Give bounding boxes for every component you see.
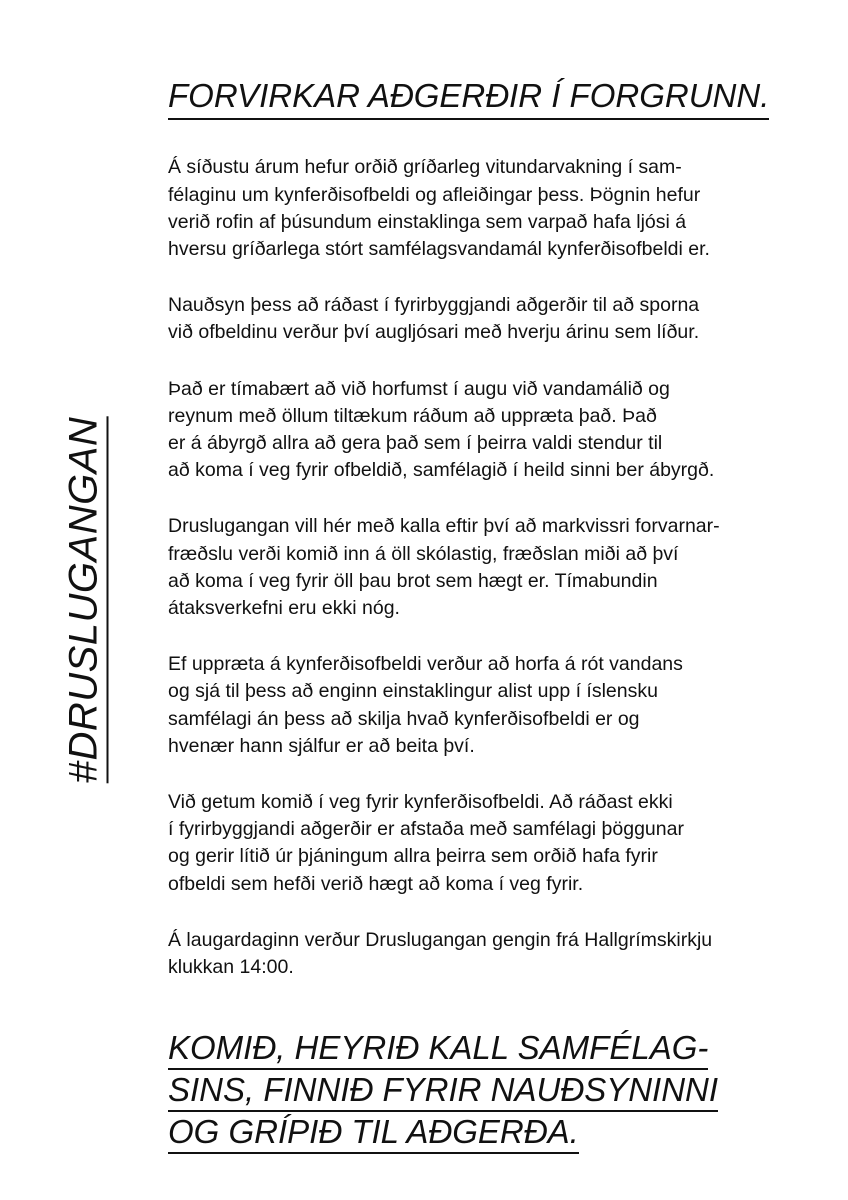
paragraph-line: hversu gríðarlega stórt samfélagsvandamál kynferðisofbeldi er. bbox=[168, 237, 710, 260]
paragraph-line: samfélagi án þess að skilja hvað kynferðisofbeldi er og bbox=[168, 707, 640, 730]
paragraph bbox=[168, 292, 788, 346]
paragraph-line: er á ábyrgð allra að gera það sem í þeirra valdi stendur til bbox=[168, 431, 663, 454]
paragraph-line: og sjá til þess að enginn einstaklingur alist upp í íslensku bbox=[168, 680, 658, 703]
paragraph-line: Ef uppræta á kynferðisofbeldi verður að horfa á rót vandans bbox=[168, 653, 683, 676]
paragraph-line: félaginu um kynferðisofbeldi og afleiðingar þess. Þögnin hefur bbox=[168, 183, 701, 206]
paragraph-line: Við getum komið í veg fyrir kynferðisofbeldi. Að ráðast ekki bbox=[168, 790, 673, 813]
paragraph bbox=[168, 513, 788, 622]
paragraph-line: fræðslu verði komið inn á öll skólastig, fræðslan miði að því bbox=[168, 542, 679, 565]
paragraph-line: í fyrirbyggjandi aðgerðir er afstaða með samfélagi þöggunar bbox=[168, 818, 684, 841]
paragraph-line: Druslugangan vill hér með kalla eftir því að markvissri forvarnar- bbox=[168, 515, 720, 538]
paragraph bbox=[168, 376, 788, 485]
paragraph-line: að koma í veg fyrir ofbeldið, samfélagið í heild sinni ber ábyrgð. bbox=[168, 459, 715, 482]
paragraph-line: Á laugardaginn verður Druslugangan gengin frá Hallgrímskirkju bbox=[168, 928, 713, 951]
document-body bbox=[168, 78, 788, 1154]
paragraph-line: við ofbeldinu verður því augljósari með hverju árinu sem líður. bbox=[168, 321, 700, 344]
paragraph-list bbox=[168, 154, 788, 981]
paragraph-line: Það er tímabært að við horfumst í augu við vandamálið og bbox=[168, 377, 670, 400]
paragraph-line: ofbeldi sem hefði verið hægt að koma í veg fyrir. bbox=[168, 872, 584, 895]
closing-statement bbox=[168, 1028, 788, 1154]
closing-line: OG GRÍPIÐ TIL AÐGERÐA. bbox=[168, 1112, 579, 1154]
paragraph-line: átaksverkefni eru ekki nóg. bbox=[168, 596, 400, 619]
closing-line: KOMIÐ, HEYRIÐ KALL SAMFÉLAG- bbox=[168, 1028, 708, 1070]
paragraph bbox=[168, 651, 788, 760]
paragraph-line: hvenær hann sjálfur er að beita því. bbox=[168, 734, 475, 757]
paragraph-line: og gerir lítið úr þjáningum allra þeirra sem orðið hafa fyrir bbox=[168, 845, 658, 868]
side-hashtag: #DRUSLUGANGAN bbox=[64, 417, 109, 784]
paragraph-line: klukkan 14:00. bbox=[168, 955, 294, 978]
paragraph-line: Á síðustu árum hefur orðið gríðarleg vitundarvakning í sam- bbox=[168, 156, 682, 179]
paragraph bbox=[168, 927, 788, 981]
paragraph-line: að koma í veg fyrir öll þau brot sem hægt er. Tímabundin bbox=[168, 569, 658, 592]
paragraph-line: reynum með öllum tiltækum ráðum að uppræta það. Það bbox=[168, 404, 657, 427]
paragraph bbox=[168, 789, 788, 898]
paragraph bbox=[168, 154, 788, 263]
paragraph-line: Nauðsyn þess að ráðast í fyrirbyggjandi aðgerðir til að sporna bbox=[168, 294, 700, 317]
page-title: FORVIRKAR AÐGERÐIR Í FORGRUNN. bbox=[168, 78, 769, 120]
paragraph-line: verið rofin af þúsundum einstaklinga sem varpað hafa ljósi á bbox=[168, 210, 687, 233]
closing-line: SINS, FINNIÐ FYRIR NAUÐSYNINNI bbox=[168, 1070, 718, 1112]
